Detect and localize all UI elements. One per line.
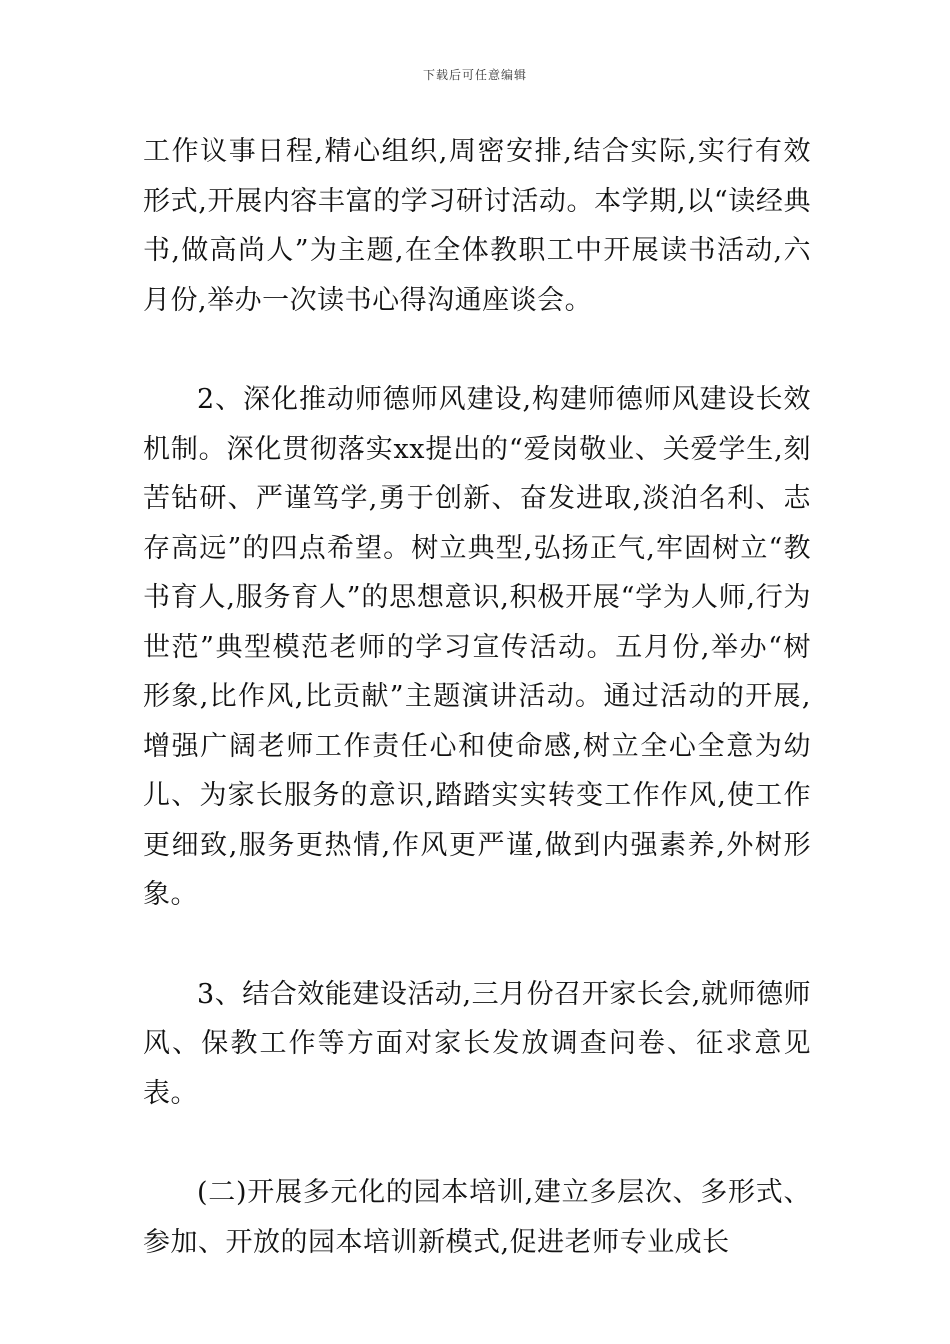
paragraph-2: 2、深化推动师德师风建设,构建师德师风建设长效机制。深化贯彻落实xx提出的“爱岗敬业、关爱学生,刻苦钻研、严谨笃学,勇于创新、奋发进取,淡泊名利、志存高远”的四点希望。树立典型,弘扬正气,牢固树立“教书育人,服务育人”的思想意识,积极开展“学为人师,行为世范”典型模范老师的学习宣传活动。五月份,举办“树形象,比作风,比贡献”主题演讲活动。通过活动的开展,增强广阔老师工作责任心和使命感,树立全心全意为幼儿、为家长服务的意识,踏踏实实转变工作作风,使工作更细致,服务更热情,作风更严谨,做到内强素养,外树形象。	[143, 384, 811, 910]
document-body	[143, 127, 811, 1267]
paragraph-spacer	[143, 325, 811, 375]
page-header-note: 下载后可任意编辑	[422, 68, 527, 82]
paragraph-spacer	[143, 1118, 811, 1168]
paragraph-3: 3、结合效能建设活动,三月份召开家长会,就师德师风、保教工作等方面对家长发放调查问卷、征求意见表。	[143, 978, 811, 1109]
paragraph-4: (二)开展多元化的园本培训,建立多层次、多形式、参加、开放的园本培训新模式,促进老师专业成长	[143, 1177, 811, 1258]
paragraph-1: 工作议事日程,精心组织,周密安排,结合实际,实行有效形式,开展内容丰富的学习研讨活动。本学期,以“读经典书,做高尚人”为主题,在全体教职工中开展读书活动,六月份,举办一次读书心得沟通座谈会。	[143, 136, 811, 316]
paragraph-spacer	[143, 920, 811, 970]
